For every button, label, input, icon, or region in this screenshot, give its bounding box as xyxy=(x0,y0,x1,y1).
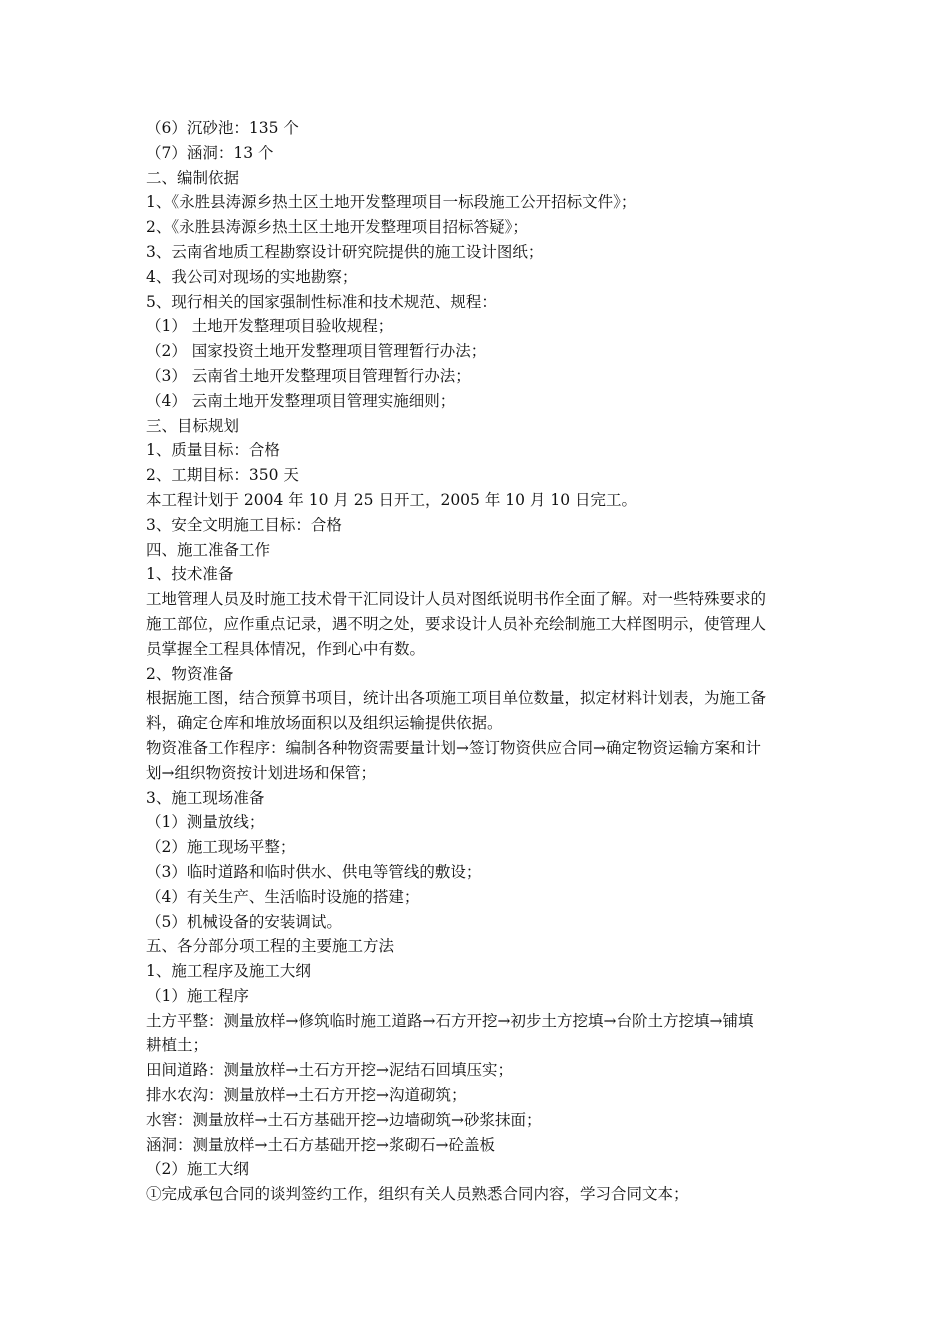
text-line: ①完成承包合同的谈判签约工作，组织有关人员熟悉合同内容，学习合同文本； xyxy=(146,1185,689,1204)
text-line: 1、质量目标：合格 xyxy=(146,441,280,460)
paragraph-line: 施工部位，应作重点记录，遇不明之处，要求设计人员补充绘制施工大样图明示，使管理人 xyxy=(146,614,767,633)
text-line: （7）涵洞：13 个 xyxy=(146,143,274,162)
subsection-heading: 2、物资准备 xyxy=(146,664,234,683)
text-line: 5、现行相关的国家强制性标准和技术规范、规程： xyxy=(146,292,497,311)
paragraph-line: 料，确定仓库和堆放场面积以及组织运输提供依据。 xyxy=(146,714,503,733)
text-line: （1） 土地开发整理项目验收规程； xyxy=(146,317,394,336)
text-line: 本工程计划于 2004 年 10 月 25 日开工，2005 年 10 月 10 日完工。 xyxy=(146,490,637,509)
text-line: （6）沉砂池：135 个 xyxy=(146,119,299,137)
section-heading: 三、目标规划 xyxy=(146,416,240,435)
document-body xyxy=(146,116,816,1207)
text-line: （3）临时道路和临时供水、供电等管线的敷设； xyxy=(146,862,482,881)
paragraph-line: 物资准备工作程序：编制各种物资需要量计划→签订物资供应合同→确定物资运输方案和计 xyxy=(146,738,761,757)
subsection-heading: 1、技术准备 xyxy=(146,565,234,584)
text-line: （1）测量放线； xyxy=(146,813,265,832)
subsection-heading: 3、施工现场准备 xyxy=(146,788,265,807)
paragraph-line: 员掌握全工程具体情况，作到心中有数。 xyxy=(146,639,426,658)
paragraph-line: 根据施工图，结合预算书项目，统计出各项施工项目单位数量，拟定材料计划表，为施工备 xyxy=(146,689,767,708)
text-line: 2、《永胜县涛源乡热土区土地开发整理项目招标答疑》； xyxy=(146,218,528,237)
text-line: （4） 云南土地开发整理项目管理实施细则； xyxy=(146,391,456,410)
text-line: 3、云南省地质工程勘察设计研究院提供的施工设计图纸； xyxy=(146,242,544,261)
section-heading: 五、各分部分项工程的主要施工方法 xyxy=(146,937,395,956)
text-line: （5）机械设备的安装调试。 xyxy=(146,912,342,931)
subsection-heading: 1、施工程序及施工大纲 xyxy=(146,962,311,981)
text-line: 1、《永胜县涛源乡热土区土地开发整理项目一标段施工公开招标文件》； xyxy=(146,193,637,212)
text-line: 涵洞：测量放样→土石方基础开挖→浆砌石→砼盖板 xyxy=(146,1135,495,1154)
paragraph-line: 划→组织物资按计划进场和保管； xyxy=(146,763,376,782)
text-line: 水窖：测量放样→土石方基础开挖→边墙砌筑→砂浆抹面； xyxy=(146,1110,542,1129)
text-line: 田间道路：测量放样→土石方开挖→泥结石回填压实； xyxy=(146,1061,513,1080)
text-line: （2）施工大纲 xyxy=(146,1160,249,1179)
text-line: （2） 国家投资土地开发整理项目管理暂行办法； xyxy=(146,342,487,361)
text-line: 4、我公司对现场的实地勘察； xyxy=(146,267,358,286)
text-line: （1）施工程序 xyxy=(146,986,249,1005)
text-line: （4）有关生产、生活临时设施的搭建； xyxy=(146,887,420,906)
text-line: （3） 云南省土地开发整理项目管理暂行办法； xyxy=(146,366,471,385)
paragraph-line: 土方平整：测量放样→修筑临时施工道路→石方开挖→初步土方挖填→台阶土方挖填→铺填 xyxy=(146,1011,754,1030)
text-line: 3、安全文明施工目标：合格 xyxy=(146,515,342,534)
paragraph-line: 耕植土； xyxy=(146,1036,209,1055)
section-heading: 四、施工准备工作 xyxy=(146,540,271,559)
section-heading: 二、编制依据 xyxy=(146,168,240,187)
paragraph-line: 工地管理人员及时施工技术骨干汇同设计人员对图纸说明书作全面了解。对一些特殊要求的 xyxy=(146,590,767,609)
text-line: （2）施工现场平整； xyxy=(146,838,296,857)
text-line: 排水农沟：测量放样→土石方开挖→沟道砌筑； xyxy=(146,1086,467,1105)
text-line: 2、工期目标：350 天 xyxy=(146,466,299,485)
